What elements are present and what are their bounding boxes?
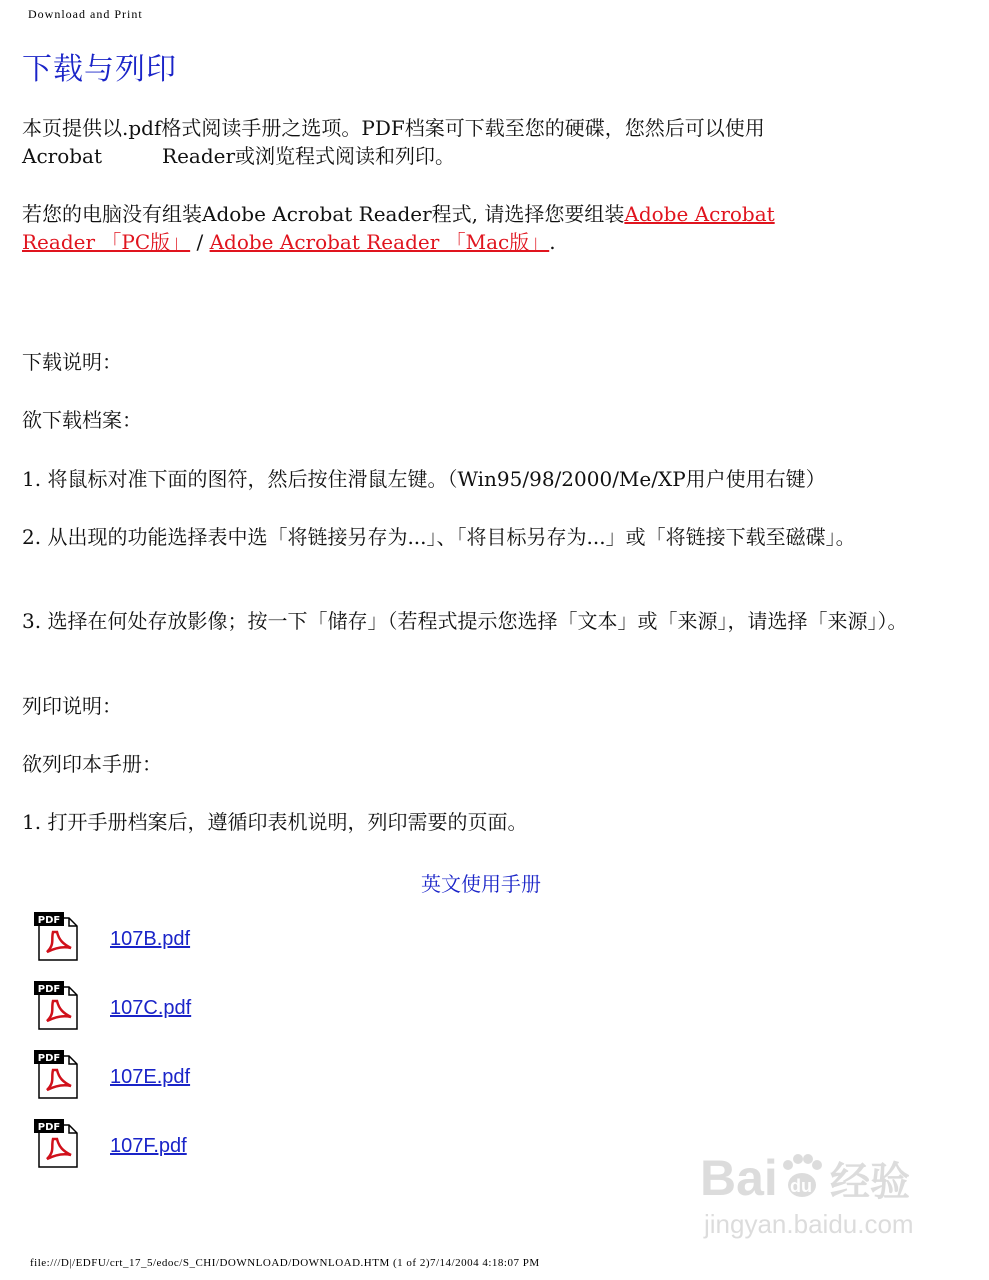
download-heading: 下载说明： <box>22 350 122 374</box>
pdf-file-icon[interactable] <box>33 1117 81 1169</box>
svg-text:PDF: PDF <box>37 915 61 926</box>
svg-text:PDF: PDF <box>37 984 61 995</box>
english-manual-link[interactable]: 英文使用手册 <box>421 872 541 896</box>
install-text: 若您的电脑没有组装Adobe Acrobat Reader程式, 请选择您要组装 <box>22 202 625 226</box>
pdf-row-3[interactable] <box>33 1048 190 1100</box>
svg-text:PDF: PDF <box>37 1053 61 1064</box>
adobe-reader-mac-link[interactable]: Adobe Acrobat Reader 「Mac版」 <box>209 230 550 254</box>
pdf-link[interactable]: 107B.pdf <box>110 927 191 950</box>
print-heading: 列印说明： <box>22 694 122 718</box>
browser-title: Download and Print <box>28 7 143 21</box>
print-subheading: 欲列印本手册： <box>22 752 162 776</box>
svg-text:经验: 经验 <box>830 1159 910 1205</box>
install-end: . <box>549 230 556 254</box>
adobe-reader-pc-link[interactable]: Adobe Acrobat Reader 「PC版」 <box>22 202 775 254</box>
intro-paragraph <box>22 114 922 170</box>
install-paragraph <box>22 200 922 256</box>
pdf-file-icon[interactable] <box>33 979 81 1031</box>
intro-line-2b: Reader或浏览程式阅读和列印。 <box>162 144 456 168</box>
svg-text:du: du <box>790 1176 812 1196</box>
pdf-link[interactable]: 107E.pdf <box>110 1065 191 1088</box>
intro-line-2a: Acrobat <box>22 144 103 168</box>
print-step-1: 1. 打开手册档案后，遵循印表机说明，列印需要的页面。 <box>22 810 528 834</box>
pdf-file-icon[interactable] <box>33 1048 81 1100</box>
download-subheading: 欲下载档案： <box>22 408 142 432</box>
pdf-row-4[interactable] <box>33 1117 187 1169</box>
download-step-1: 1. 将鼠标对准下面的图符，然后按住滑鼠左键。（Win95/98/2000/Me/XP用户使用右键） <box>22 467 826 491</box>
baidu-watermark-logo <box>690 1135 950 1245</box>
svg-text:jingyan.baidu.com: jingyan.baidu.com <box>704 1209 914 1239</box>
pdf-row-2[interactable] <box>33 979 191 1031</box>
svg-text:PDF: PDF <box>37 1122 61 1133</box>
page-title: 下载与列印 <box>22 52 177 87</box>
footer-file-path: file:///D|/EDFU/crt_17_5/edoc/S_CHI/DOWNLOAD/DOWNLOAD.HTM (1 of 2)7/14/2004 4:18:07 PM <box>30 1257 540 1269</box>
intro-line-1: 本页提供以.pdf格式阅读手册之选项。PDF档案可下载至您的硬碟，您然后可以使用 <box>22 116 765 140</box>
svg-text:Bai: Bai <box>700 1150 778 1206</box>
pdf-link[interactable]: 107F.pdf <box>110 1134 187 1157</box>
download-step-3: 3. 选择在何处存放影像；按一下「储存」（若程式提示您选择「文本」或「来源」，请选择「来源」）。 <box>22 609 908 633</box>
pdf-link[interactable]: 107C.pdf <box>110 996 192 1019</box>
link-separator: / <box>190 230 210 254</box>
download-step-2: 2. 从出现的功能选择表中选「将链接另存为...」、「将目标另存为...」或「将链接下载至磁碟」。 <box>22 525 856 549</box>
pdf-row-1[interactable] <box>33 910 190 962</box>
pdf-file-icon[interactable] <box>33 910 81 962</box>
